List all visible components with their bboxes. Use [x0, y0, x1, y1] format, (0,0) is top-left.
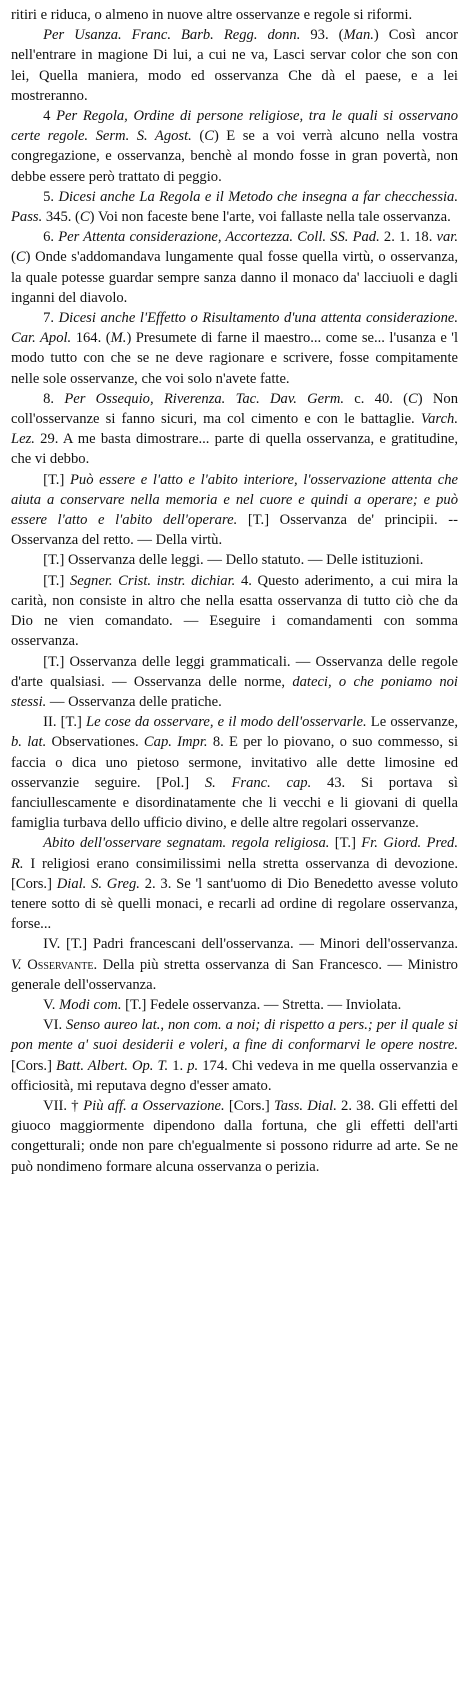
italic-text: Abito dell'osservare segnatam. regola religiosa.	[43, 835, 330, 852]
italic-text: Cap. Impr.	[143, 734, 208, 751]
body-text: 2. 3. Se 'l sant'uomo di Dio Benedetto avesse voluto tenere sotto di sè quelli monaci, e recarli ad ordine di regolare osservanza, forse...	[11, 875, 459, 933]
body-text: (	[11, 249, 16, 266]
entry-paragraph	[11, 1015, 458, 1096]
entry-paragraph	[11, 712, 458, 833]
body-text: ritiri e riduca, o almeno in nuove altre osservanze e regole si riformi.	[11, 7, 413, 23]
italic-text: Per Attenta considerazione, Accortezza. Coll. SS. Pad.	[58, 229, 380, 246]
body-text: [T.]	[43, 572, 70, 589]
entry-paragraph	[11, 227, 458, 308]
italic-text: Le cose da osservare, e il modo dell'osservarle.	[86, 714, 367, 731]
italic-text: b. lat.	[11, 734, 47, 751]
body-text: VI.	[43, 1017, 67, 1034]
italic-text: Batt. Albert. Op. T.	[56, 1057, 169, 1074]
entry-paragraph	[11, 389, 458, 470]
body-text: 6.	[43, 229, 59, 246]
italic-text: Modi com.	[59, 996, 122, 1013]
body-text: 4. Questo aderimento, a cui mira la carità, non consiste in altro che nella esatta osservanza di tutto ciò che da Dio ne vien comandato. — Eseguire i comandamenti con somma osservanza.	[11, 572, 458, 650]
entry-paragraph	[11, 550, 458, 570]
entry-paragraph	[11, 106, 458, 187]
entry-paragraph	[11, 5, 458, 25]
italic-text: M.	[110, 330, 127, 347]
entry-paragraph	[11, 1096, 458, 1177]
entry-paragraph	[11, 833, 458, 934]
body-text: 174. Chi vedeva in me quella osservanzia e officiosità, mi reputava degno d'esser amato.	[11, 1057, 458, 1094]
body-text: 7.	[43, 310, 59, 327]
entry-paragraph	[11, 652, 458, 713]
body-text: 8. E per lo piovano, o suo commesso, si faccia o dica uno pietoso sermone, invitativo alle dette limosine ed osservanzie seguire. [Pol.]	[11, 734, 458, 791]
italic-text: Dicesi anche l'Effetto o Risultamento d'una attenta considerazione. Car. Apol.	[11, 310, 458, 347]
body-text: ) Voi non faceste bene l'arte, voi fallaste nella tale osservanza.	[89, 209, 451, 226]
body-text: 8.	[43, 390, 65, 407]
entry-paragraph	[11, 25, 458, 106]
italic-text: V.	[11, 956, 22, 973]
body-text: 2. 1. 18.	[379, 229, 437, 246]
body-text: ) E se a voi verrà alcuno nella vostra congregazione, e osservanza, benchè al mondo fosse in gran povertà, non debbe essere però trattato di peggio.	[11, 128, 458, 185]
small-caps-text: Osservante	[27, 956, 94, 973]
body-text: ) Così ancor nell'entrare in magione Di lui, a cui ne va, Lasci servar color che son con lei, Quella maniera, modo ed osservanza Che dà el paese, e a lei mostreranno.	[11, 27, 458, 104]
body-text: [T.] Fedele osservanza. — Stretta. — Inviolata.	[121, 996, 402, 1013]
italic-text: p.	[187, 1057, 199, 1074]
italic-text: Fr. Giord. Pred. R.	[11, 835, 458, 872]
body-text: V.	[43, 996, 60, 1013]
italic-text: Più aff. a Osservazione.	[83, 1097, 225, 1114]
body-text: 2. 38. Gli effetti del giuoco maggiormente dipendono dalla fortuna, che gli effetti dell'arti congetturali; onde non pare ch'egualmente si possono ridurre ad arte. Se ne può nondimeno formare alcuna osservanza o perizia.	[11, 1097, 458, 1175]
body-text: VII. †	[43, 1097, 84, 1114]
entry-paragraph	[11, 470, 458, 551]
body-text: Observationes.	[46, 734, 144, 751]
body-text: ) Presumete di farne il maestro... come se... l'usanza e 'l modo tutto con che se ne deve ragionare e scrivere, fosse compitamente nelle sole osservanze, che voi solo n'avete fatte.	[11, 330, 458, 387]
italic-text: Varch. Lez.	[11, 411, 458, 448]
body-text: Le osservanze,	[366, 714, 458, 731]
italic-text: C	[408, 390, 418, 407]
body-text: [T.]	[43, 471, 70, 488]
entry-paragraph	[11, 571, 458, 652]
body-text: I religiosi erano consimilissimi nella stretta osservanza di devozione. [Cors.]	[11, 855, 458, 892]
body-text: ) Non coll'osservanze si fanno sicuri, ma col cimento e con le battaglie.	[11, 390, 458, 428]
body-text: (	[191, 128, 205, 145]
body-text: [Cors.]	[224, 1097, 274, 1114]
italic-text: Senso aureo lat., non com. a noi; di rispetto a pers.; per il quale si pon mente a' suoi desiderii e voleri, a fine di conformarvi le opere nostre.	[11, 1017, 458, 1054]
body-text: 4	[43, 108, 57, 125]
italic-text: C	[15, 249, 26, 266]
body-text: c. 40. (	[344, 390, 409, 407]
entry-paragraph	[11, 934, 458, 995]
entry-paragraph	[11, 308, 458, 389]
body-text: 93. (	[300, 27, 344, 44]
italic-text: var.	[436, 229, 459, 246]
italic-text: Segner. Crist. instr. dichiar.	[69, 572, 236, 589]
body-text: 5.	[43, 188, 59, 205]
body-text: IV. [T.] Padri francescani dell'osservanza. — Minori dell'osservanza.	[43, 936, 458, 953]
entry-paragraph	[11, 995, 458, 1015]
body-text: [T.] Osservanza delle leggi. — Dello statuto. — Delle istituzioni.	[43, 552, 424, 569]
body-text: 29. A me basta dimostrare... parte di quella osservanza, e gratitudine, che vi debbo.	[11, 431, 458, 468]
italic-text: Man.	[343, 27, 374, 44]
italic-text: Per Ossequio, Riverenza. Tac. Dav. Germ.	[64, 390, 345, 407]
body-text: — Osservanza delle pratiche.	[46, 693, 222, 710]
body-text: [T.] Osservanza delle leggi grammaticali. — Osservanza delle regole d'arte qualsiasi. — Osservanza delle norme,	[11, 653, 458, 690]
body-text: 1.	[168, 1057, 188, 1074]
italic-text: Per Regola, Ordine di persone religiose, tra le quali si osservano certe regole. Serm. S. Agost.	[11, 108, 458, 145]
italic-text: Per Usanza. Franc. Barb. Regg. donn.	[43, 27, 301, 44]
entry-paragraph	[11, 187, 458, 227]
body-text: ) Onde s'addomandava lungamente qual fosse quella virtù, o osservanza, la quale potesse guardar sempre sanza danno il monaco da' lacciuoli e dagli inganni del diavolo.	[11, 249, 458, 306]
italic-text: Dicesi anche La Regola e il Metodo che insegna a far checchessia. Pass.	[11, 188, 458, 226]
italic-text: C	[204, 128, 214, 145]
italic-text: C	[79, 209, 90, 226]
body-text: II. [T.]	[43, 714, 87, 731]
italic-text: Dial. S. Greg.	[56, 875, 140, 892]
italic-text: S. Franc. cap.	[204, 774, 312, 791]
body-text: [Cors.]	[11, 1057, 56, 1074]
body-text: 164. (	[71, 330, 111, 347]
italic-text: Tass. Dial.	[273, 1097, 337, 1114]
italic-text: dateci, o che poniamo noi stessi.	[11, 673, 458, 710]
body-text: 43. Si portava sì fanciullescamente e disordinatamente che li vecchi e li giovani di quella famiglia turbava dello ufficio divino, e delle altre regolari osservanze.	[11, 774, 458, 832]
italic-text: Può essere e l'atto e l'abito interiore, l'osservazione attenta che aiuta a conservare nella memoria e nel cuore e quindi a operare; e può essere l'atto e l'abito dell'operare.	[11, 471, 458, 529]
body-text: 345. (	[42, 209, 80, 226]
body-text: . Della più stretta osservanza di San Francesco. — Ministro generale dell'osservanza.	[11, 956, 458, 993]
body-text: [T.] Osservanza de' principii. -- Osservanza del retto. — Della virtù.	[11, 512, 459, 549]
body-text: [T.]	[329, 835, 362, 852]
